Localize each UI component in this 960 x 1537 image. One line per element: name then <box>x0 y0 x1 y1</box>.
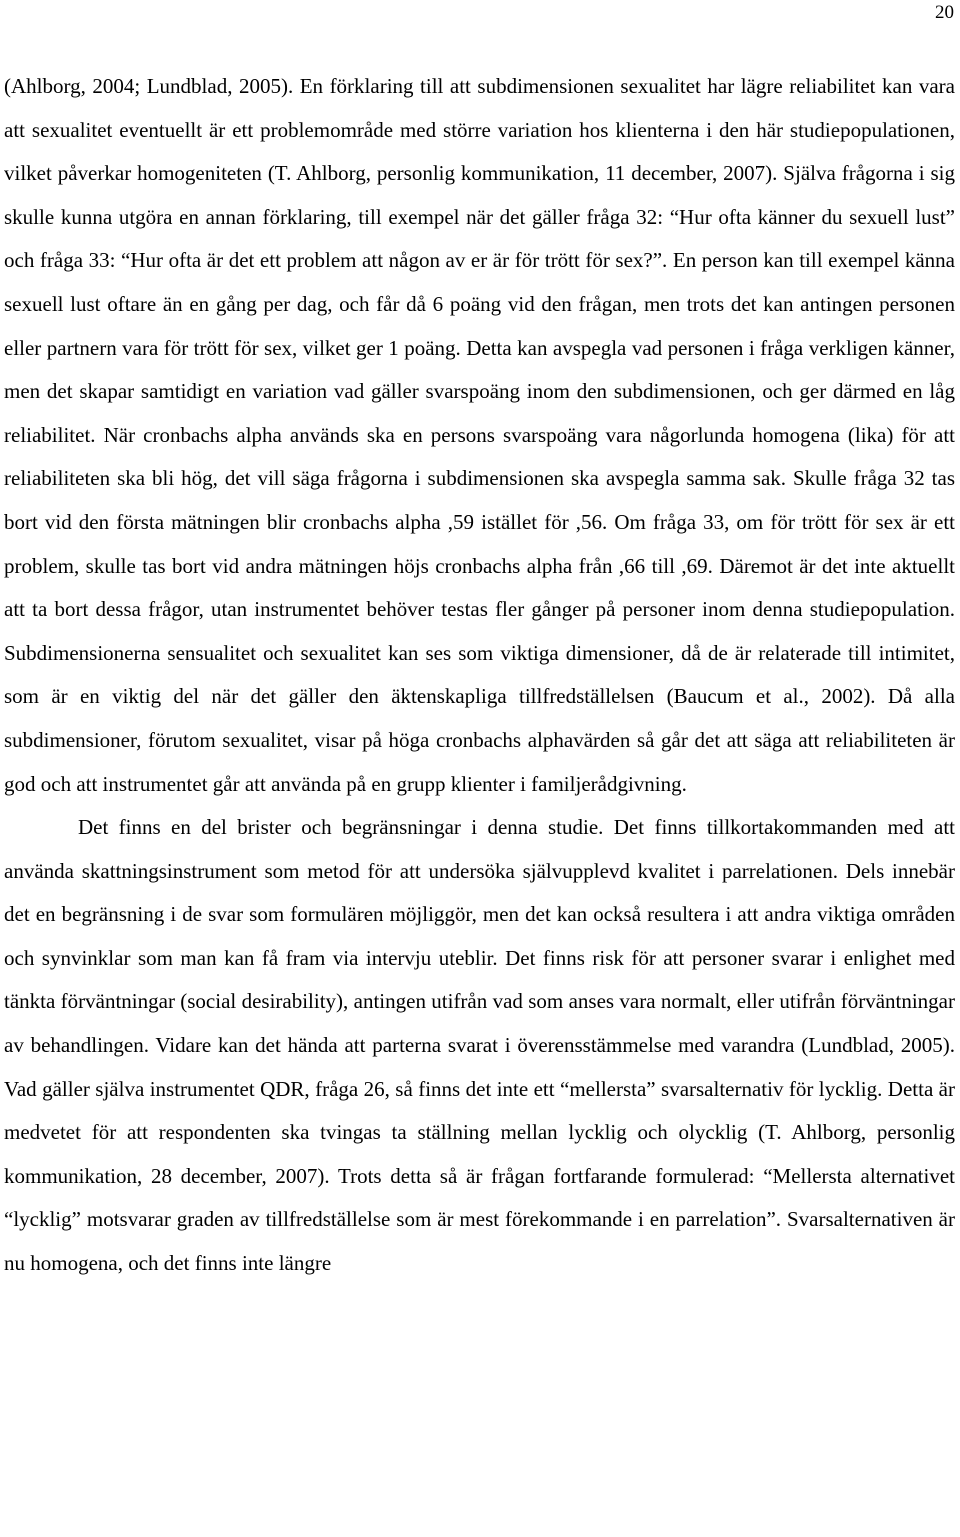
paragraph-limitations: Det finns en del brister och begränsningar i denna studie. Det finns tillkortakommanden med att använda skattningsinstrument som metod för att undersöka självupplevd kvalitet i parrelationen. Dels innebär det en begränsning i de svar som formulären möjliggör, men det kan också resultera i att andra viktiga områden och synvinklar som man kan få fram via intervju uteblir. Det finns risk för att personer svarar i enlighet med tänkta förväntningar (social desirability), antingen utifrån vad som anses vara normalt, eller utifrån förväntningar av behandlingen. Vidare kan det hända att parterna svarat i överensstämmelse med varandra (Lundblad, 2005). Vad gäller själva instrumentet QDR, fråga 26, så finns det inte ett “mellersta” svarsalternativ för lycklig. Detta är medvetet för att respondenten ska tvingas ta ställning mellan lycklig och olycklig (T. Ahlborg, personlig kommunikation, 28 december, 2007). Trots detta så är frågan fortfarande formulerad: “Mellersta alternativet “lycklig” motsvarar graden av tillfredställelse som är mest förekommande i en parrelation”. Svarsalternativen är nu homogena, och det finns inte längre <box>4 815 955 1276</box>
paragraph-discussion-reliability: (Ahlborg, 2004; Lundblad, 2005). En förklaring till att subdimensionen sexualitet har lägre reliabilitet kan vara att sexualitet eventuellt är ett problemområde med större variation hos klienterna i den här studiepopulationen, vilket påverkar homogeniteten (T. Ahlborg, personlig kommunikation, 11 december, 2007). Själva frågorna i sig skulle kunna utgöra en annan förklaring, till exempel när det gäller fråga 32: “Hur ofta känner du sexuell lust” och fråga 33: “Hur ofta är det ett problem att någon av er är för trött för sex?”. En person kan till exempel känna sexuell lust oftare än en gång per dag, och får då 6 poäng vid den frågan, men trots det kan antingen personen eller partnern vara för trött för sex, vilket ger 1 poäng. Detta kan avspegla vad personen i fråga verkligen känner, men det skapar samtidigt en variation vad gäller svarspoäng inom den subdimensionen, och ger därmed en låg reliabilitet. När cronbachs alpha används ska en persons svarspoäng vara någorlunda homogena (lika) för att reliabiliteten ska bli hög, det vill säga frågorna i subdimensionen ska avspegla samma sak. Skulle fråga 32 tas bort vid den första mätningen blir cronbachs alpha ,59 istället för ,56. Om fråga 33, om för trött för sex är ett problem, skulle tas bort vid andra mätningen höjs cronbachs alpha från ,66 till ,69. Däremot är det inte aktuellt att ta bort dessa frågor, utan instrumentet behöver testas fler gånger på personer inom denna studiepopulation. Subdimensionerna sensualitet och sexualitet kan ses som viktiga dimensioner, då de är relaterade till intimitet, som är en viktig del när det gäller den äktenskapliga tillfredställelsen (Baucum et al., 2002). Då alla subdimensioner, förutom sexualitet, visar på höga cronbachs alphavärden så går det att säga att reliabiliteten är god och att instrumentet går att använda på en grupp klienter i familjerådgivning. <box>4 74 955 796</box>
document-body <box>4 65 955 1286</box>
page-number: 20 <box>935 2 954 23</box>
